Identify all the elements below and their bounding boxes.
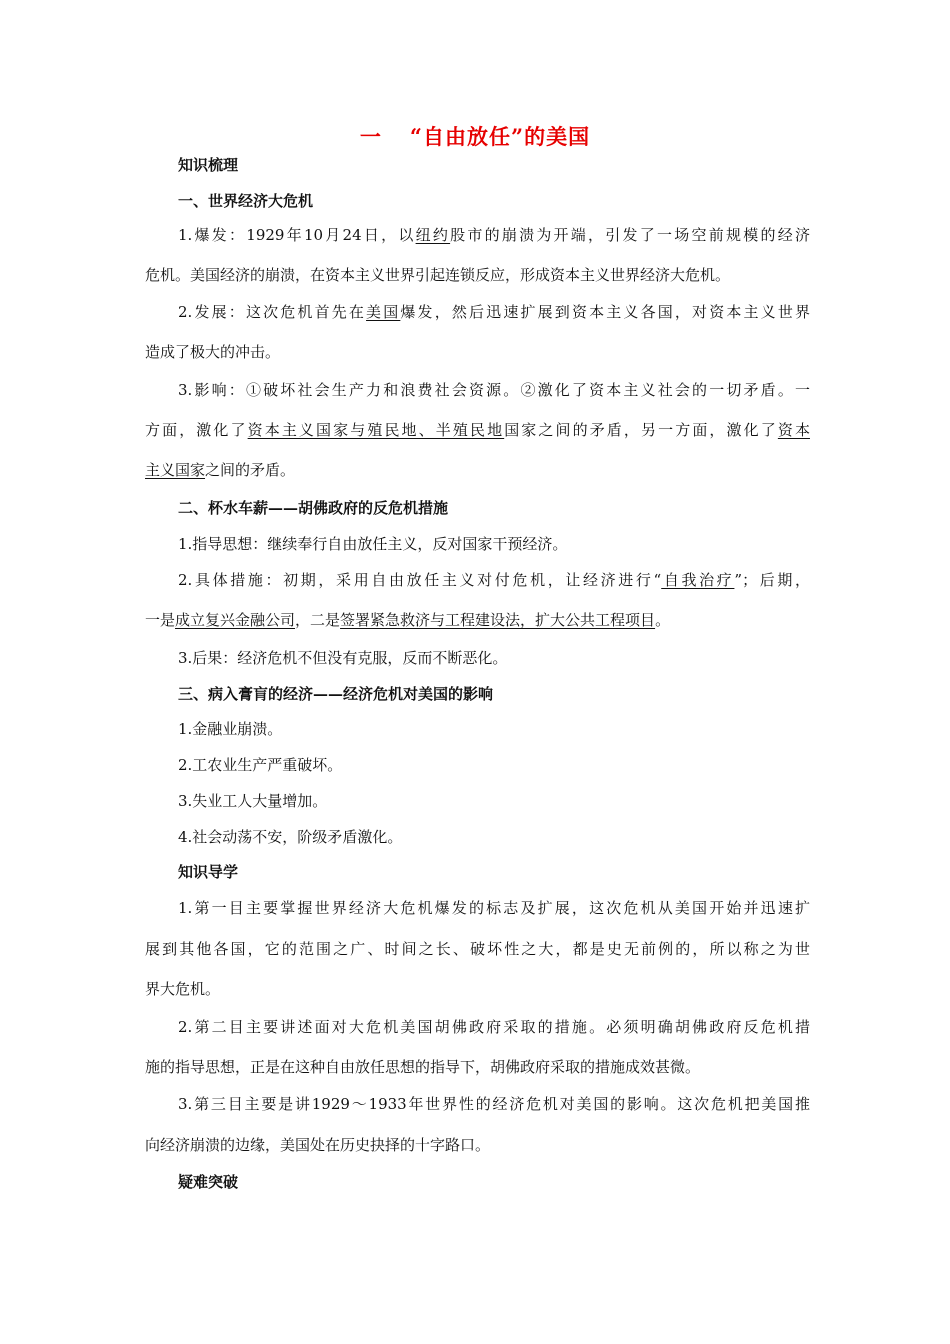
para-g-2-line1: 2.第二目主要讲述面对大危机美国胡佛政府采取的措施。必须明确胡佛政府反危机措 (178, 1018, 810, 1036)
list-item: 3.失业工人大量增加。 (178, 792, 328, 810)
para-g-1-line3: 界大危机。 (145, 980, 221, 998)
para-1-1-line2: 危机。美国经济的崩溃，在资本主义世界引起连锁反应，形成资本主义世界经济大危机。 (145, 266, 731, 284)
underlined-answer: 主义国家 (145, 461, 206, 479)
title-text: “自由放任”的美国 (409, 124, 591, 149)
title-number: 一 (359, 124, 382, 149)
para-1-3-line2: 方面，激化了资本主义国家与殖民地、半殖民地国家之间的矛盾，另一方面，激化了资本 (145, 421, 810, 439)
list-item: 4.社会动荡不安，阶级矛盾激化。 (178, 828, 403, 846)
para-g-2-line2: 施的指导思想，正是在这种自由放任思想的指导下，胡佛政府采取的措施成效甚微。 (145, 1058, 701, 1076)
underlined-answer: 成立复兴金融公司 (175, 611, 296, 629)
heading-section-3: 三、病入膏肓的经济——经济危机对美国的影响 (178, 685, 494, 703)
heading-section-1: 一、世界经济大危机 (178, 192, 314, 210)
list-item: 1.金融业崩溃。 (178, 720, 283, 738)
underlined-answer: 资本主义国家与殖民地、半殖民地 (247, 421, 505, 439)
para-g-1-line1: 1.第一目主要掌握世界经济大危机爆发的标志及扩展，这次危机从美国开始并迅速扩 (178, 899, 810, 917)
underlined-answer: 签署紧急救济与工程建设法，扩大公共工程项目 (340, 611, 656, 629)
list-item: 2.工农业生产严重破坏。 (178, 756, 343, 774)
underlined-answer: 资本 (777, 421, 810, 439)
underlined-answer: 纽约 (415, 226, 451, 244)
page-title (0, 121, 950, 151)
para-2-1: 1.指导思想：继续奉行自由放任主义，反对国家干预经济。 (178, 535, 568, 553)
para-g-1-line2: 展到其他各国，它的范围之广、时间之长、破坏性之大，都是史无前例的，所以称之为世 (145, 940, 810, 958)
heading-difficulty: 疑难突破 (178, 1173, 239, 1191)
para-1-2-line1: 2.发展：这次危机首先在美国爆发，然后迅速扩展到资本主义各国，对资本主义世界 (178, 303, 810, 321)
para-1-2-line2: 造成了极大的冲击。 (145, 343, 281, 361)
heading-knowledge-outline: 知识梳理 (178, 156, 239, 174)
para-2-3: 3.后果：经济危机不但没有克服，反而不断恶化。 (178, 649, 508, 667)
heading-knowledge-guide: 知识导学 (178, 863, 239, 881)
para-1-3-line3: 主义国家之间的矛盾。 (145, 461, 296, 479)
para-g-3-line1: 3.第三目主要是讲1929～1933年世界性的经济危机对美国的影响。这次危机把美国推 (178, 1095, 810, 1113)
para-1-1-line1: 1.爆发：1929年10月24日，以纽约股市的崩溃为开端，引发了一场空前规模的经济 (178, 226, 810, 244)
para-g-3-line2: 向经济崩溃的边缘，美国处在历史抉择的十字路口。 (145, 1136, 491, 1154)
para-1-3-line1: 3.影响：①破坏社会生产力和浪费社会资源。②激化了资本主义社会的一切矛盾。一 (178, 381, 810, 399)
heading-section-2: 二、杯水车薪——胡佛政府的反危机措施 (178, 499, 449, 517)
para-2-2-line2: 一是成立复兴金融公司，二是签署紧急救济与工程建设法，扩大公共工程项目。 (145, 611, 671, 629)
underlined-answer: 美国 (366, 303, 401, 321)
underlined-answer: 自我治疗 (661, 571, 735, 589)
para-2-2-line1: 2.具体措施：初期，采用自由放任主义对付危机，让经济进行“自我治疗”；后期， (178, 571, 811, 589)
